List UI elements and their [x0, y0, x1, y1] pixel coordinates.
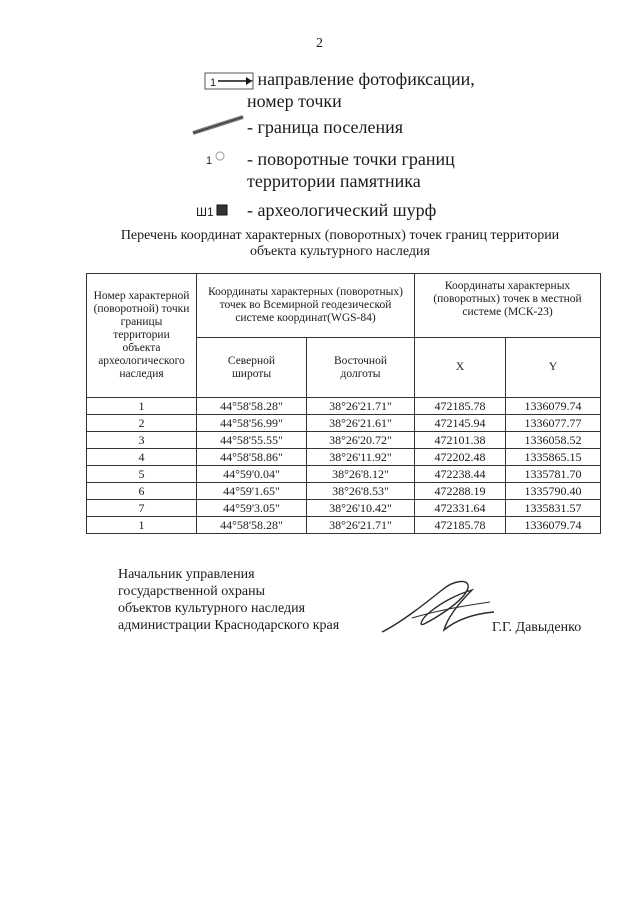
cell-lon: 38°26'20.72" [307, 432, 415, 449]
header-y: Y [506, 338, 601, 398]
cell-lon: 38°26'10.42" [307, 500, 415, 517]
cell-x: 472185.78 [415, 398, 506, 415]
table-row [87, 415, 601, 432]
pit-square-icon [196, 201, 238, 221]
cell-lon: 38°26'8.12" [307, 466, 415, 483]
cell-lon: 38°26'8.53" [307, 483, 415, 500]
table-title: Перечень координат характерных (поворотных) точек границ территории объекта культурного наследия [120, 228, 560, 259]
cell-lat: 44°58'58.28" [197, 517, 307, 534]
cell-y: 1336077.77 [506, 415, 601, 432]
handwritten-signature [372, 572, 502, 642]
cell-x: 472238.44 [415, 466, 506, 483]
cell-y: 1335781.70 [506, 466, 601, 483]
cell-y: 1336058.52 [506, 432, 601, 449]
header-point-number: Номер характерной (поворотной) точки границы территории объекта археологического наследия [87, 274, 197, 398]
cell-n: 5 [87, 466, 197, 483]
cell-y: 1336079.74 [506, 517, 601, 534]
legend-label-boundary: - граница поселения [247, 117, 404, 137]
page-number: 2 [316, 36, 323, 51]
cell-y: 1336079.74 [506, 398, 601, 415]
cell-lon: 38°26'11.92" [307, 449, 415, 466]
cell-x: 472288.19 [415, 483, 506, 500]
cell-lat: 44°59'1.65" [197, 483, 307, 500]
header-longitude: Восточной долготы [307, 338, 415, 398]
cell-x: 472202.48 [415, 449, 506, 466]
cell-n: 2 [87, 415, 197, 432]
table-row [87, 449, 601, 466]
cell-n: 1 [87, 517, 197, 534]
legend-label-pit: - археологический шурф [247, 200, 437, 220]
cell-y: 1335865.15 [506, 449, 601, 466]
table-row [87, 466, 601, 483]
table-row [87, 483, 601, 500]
cell-lat: 44°58'58.86" [197, 449, 307, 466]
cell-y: 1335790.40 [506, 483, 601, 500]
header-msk-group: Координаты характерных (поворотных) точек в местной системе (МСК-23) [415, 274, 601, 338]
cell-n: 4 [87, 449, 197, 466]
signer-position: Начальник управления государственной охраны объектов культурного наследия администрации Краснодарского края [118, 567, 340, 633]
cell-lat: 44°58'58.28" [197, 398, 307, 415]
coordinates-table [86, 273, 601, 534]
legend-label-turning-points: - поворотные точки границ территории памятника [247, 149, 455, 191]
turning-point-icon [206, 148, 240, 168]
svg-text:1: 1 [206, 155, 213, 167]
svg-text:Ш1: Ш1 [196, 205, 214, 219]
cell-x: 472331.64 [415, 500, 506, 517]
cell-lat: 44°58'56.99" [197, 415, 307, 432]
header-latitude: Северной широты [197, 338, 307, 398]
cell-x: 472101.38 [415, 432, 506, 449]
cell-lat: 44°58'55.55" [197, 432, 307, 449]
boundary-line-icon [190, 114, 246, 136]
table-row [87, 398, 601, 415]
table-row [87, 517, 601, 534]
table-row [87, 432, 601, 449]
legend-label-photo-direction: - направление фотофиксации, номер точки [247, 69, 475, 111]
cell-n: 7 [87, 500, 197, 517]
cell-x: 472185.78 [415, 517, 506, 534]
cell-lon: 38°26'21.61" [307, 415, 415, 432]
coordinates-body [87, 398, 601, 534]
cell-n: 3 [87, 432, 197, 449]
header-x: X [415, 338, 506, 398]
cell-n: 1 [87, 398, 197, 415]
legend-symbol-number: 1 [210, 77, 217, 89]
signer-name: Г.Г. Давыденко [492, 620, 582, 635]
cell-x: 472145.94 [415, 415, 506, 432]
cell-lat: 44°59'0.04" [197, 466, 307, 483]
table-row [87, 500, 601, 517]
header-wgs-group: Координаты характерных (поворотных) точек во Всемирной геодезической системе координат(WGS-84) [197, 274, 415, 338]
cell-lat: 44°59'3.05" [197, 500, 307, 517]
cell-lon: 38°26'21.71" [307, 398, 415, 415]
cell-lon: 38°26'21.71" [307, 517, 415, 534]
cell-n: 6 [87, 483, 197, 500]
cell-y: 1335831.57 [506, 500, 601, 517]
